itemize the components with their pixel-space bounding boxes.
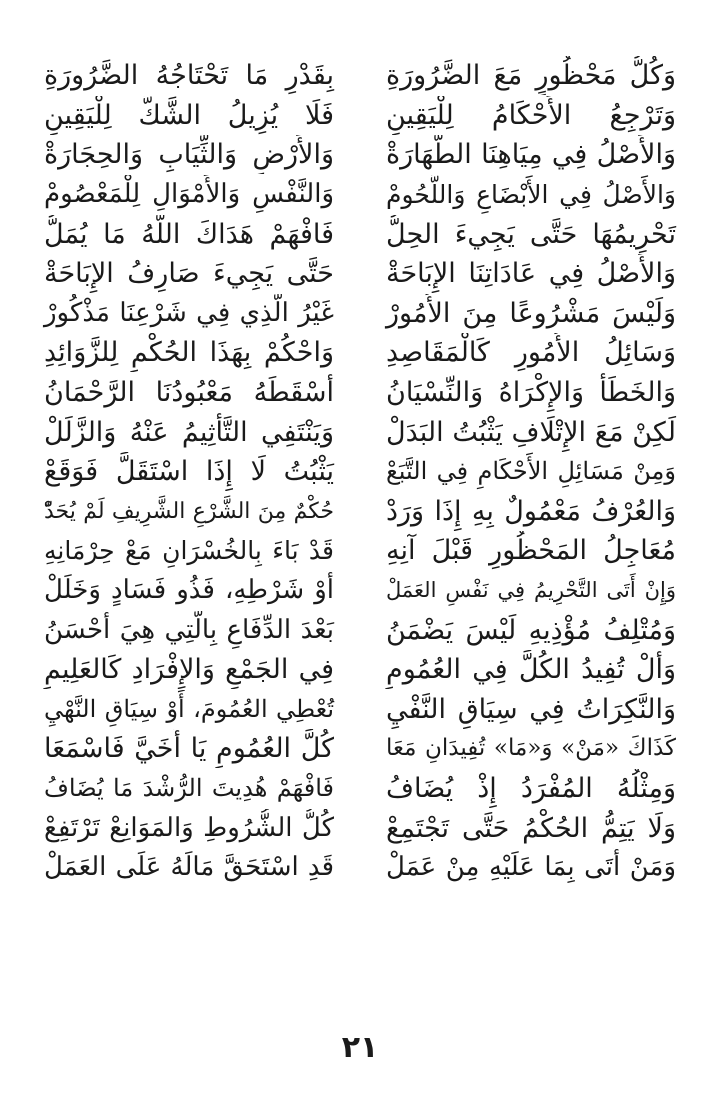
- verse-second-hemistich: قَدْ بَاءَ بِالخُسْرَانِ مَعْ حِرْمَانِهِ: [44, 536, 334, 566]
- verse-first-hemistich: كَذَاكَ «مَنْ» وَ«مَا» تُفِيدَانِ مَعَا: [386, 735, 676, 762]
- verse-line: [40, 294, 680, 334]
- verse-second-hemistich: تُعْطِي العُمُومَ، أَوْ سِيَاقِ النَّهْيِ: [44, 694, 334, 723]
- verse-line: [40, 452, 680, 492]
- verse-second-hemistich: وَيَنْتَفِي التَّأْثِيمُ عَنْهُ وَالزَّلَلْ: [44, 416, 334, 448]
- verse-line: [40, 610, 680, 650]
- verse-first-hemistich: وَالأَصْلُ فِي الأَبْضَاعِ وَاللُّحُومْ: [386, 180, 676, 210]
- verse-first-hemistich: لَكِنْ مَعَ الإِتْلَافِ يَثْبُتُ البَدَلْ: [386, 416, 676, 448]
- verse-first-hemistich: تَحْرِيمُهَا حَتَّى يَجِيءَ الحِلُّ: [386, 218, 676, 250]
- verse-line: [40, 254, 680, 294]
- verse-second-hemistich: فَافْهَمْ هُدِيتَ الرُّشْدَ مَا يُضَافُ: [44, 773, 334, 802]
- verse-first-hemistich: وَالعُرْفُ مَعْمُولٌ بِهِ إِذَا وَرَدْ: [386, 495, 676, 527]
- verse-first-hemistich: وَلَيْسَ مَشْرُوعًا مِنَ الأُمُورْ: [386, 297, 676, 329]
- verse-line: [40, 729, 680, 769]
- verse-first-hemistich: وَلَا يَتِمُّ الحُكْمُ حَتَّى تَجْتَمِعْ: [386, 812, 676, 844]
- verse-second-hemistich: قَدِ اسْتَحَقَّ مَالَهُ عَلَى العَمَلْ: [44, 852, 334, 883]
- verse-line: [40, 571, 680, 611]
- verse-line: [40, 333, 680, 373]
- verse-second-hemistich: كُلَّ العُمُومِ يَا أُخَيَّ فَاسْمَعَا: [44, 733, 334, 765]
- verse-line: [40, 808, 680, 848]
- page-number: ٢١: [341, 1030, 379, 1065]
- verse-second-hemistich: بَعْدَ الدِّفَاعِ بِالَّتِي هِيَ أَحْسَنُ: [44, 614, 334, 645]
- verse-line: [40, 690, 680, 730]
- verse-first-hemistich: وَمِنْ مَسَائِلِ الأَحْكَامِ فِي التَّبَعْ: [386, 457, 676, 486]
- verse-line: [40, 492, 680, 532]
- verse-line: [40, 531, 680, 571]
- verse-second-hemistich: كُلُّ الشُّرُوطِ وَالمَوَانِعْ تَرْتَفِعْ: [44, 812, 334, 843]
- verse-second-hemistich: بِقَدْرِ مَا تَحْتَاجُهُ الضَّرُورَةِ: [44, 60, 334, 92]
- verse-first-hemistich: وَالنَّكِرَاتُ فِي سِيَاقِ النَّفْيِ: [386, 693, 676, 725]
- poem-verses: [40, 56, 680, 887]
- verse-second-hemistich: فَلَا يُزِيلُ الشَّكُّ لِلْيَقِينِ: [44, 99, 334, 131]
- verse-first-hemistich: وَكُلُّ مَحْظُورٍ مَعَ الضَّرُورَةِ: [386, 60, 676, 92]
- verse-line: [40, 175, 680, 215]
- verse-second-hemistich: حُكْمٌ مِنَ الشَّرْعِ الشَّرِيفِ لَمْ يُحَدّْ: [44, 498, 334, 524]
- verse-line: [40, 769, 680, 809]
- verse-first-hemistich: وَالخَطَأُ وَالإِكْرَاهُ وَالنِّسْيَانُ: [386, 377, 676, 409]
- verse-line: [40, 412, 680, 452]
- verse-line: [40, 96, 680, 136]
- verse-second-hemistich: حَتَّى يَجِيءَ صَارِفُ الإِبَاحَةْ: [44, 258, 334, 290]
- verse-second-hemistich: وَالأَرْضِ وَالثِّيَابِ وَالحِجَارَةْ: [44, 139, 334, 171]
- verse-second-hemistich: وَاحْكُمْ بِهَذَا الحُكْمِ لِلزَّوَائِدِ: [44, 337, 334, 369]
- verse-first-hemistich: وَإِنْ أَتَى التَّحْرِيمُ فِي نَفْسِ العَمَلْ: [386, 578, 676, 603]
- verse-second-hemistich: فِي الجَمْعِ وَالإِفْرَادِ كَالعَلِيمِ: [44, 654, 334, 686]
- verse-first-hemistich: وَأَلْ تُفِيدُ الكُلَّ فِي العُمُومِ: [386, 654, 676, 686]
- verse-line: [40, 650, 680, 690]
- verse-line: [40, 135, 680, 175]
- verse-first-hemistich: وَالأَصْلُ فِي عَادَاتِنَا الإِبَاحَةْ: [386, 258, 676, 290]
- verse-first-hemistich: وَمُتْلِفُ مُؤْذِيهِ لَيْسَ يَضْمَنُ: [386, 614, 676, 646]
- verse-line: [40, 56, 680, 96]
- verse-second-hemistich: فَافْهَمْ هَدَاكَ اللَّهُ مَا يُمَلُّ: [44, 218, 334, 250]
- verse-first-hemistich: وَتَرْجِعُ الأَحْكَامُ لِلْيَقِينِ: [386, 99, 676, 131]
- verse-second-hemistich: غَيْرُ الَّذِي فِي شَرْعِنَا مَذْكُورْ: [44, 297, 334, 328]
- verse-first-hemistich: وَالأَصْلُ فِي مِيَاهِنَا الطَّهَارَةْ: [386, 139, 676, 171]
- verse-line: [40, 214, 680, 254]
- verse-second-hemistich: يَثْبُتُ لَا إِذَا اسْتَقَلَّ فَوَقَعْ: [44, 456, 334, 488]
- verse-line: [40, 373, 680, 413]
- verse-first-hemistich: وَسَائِلُ الأُمُورِ كَالْمَقَاصِدِ: [386, 337, 676, 369]
- verse-second-hemistich: وَالنَّفْسِ وَالأَمْوَالِ لِلْمَعْصُومْ: [44, 179, 334, 210]
- verse-first-hemistich: وَمَنْ أَتَى بِمَا عَلَيْهِ مِنْ عَمَلْ: [386, 852, 676, 883]
- verse-second-hemistich: أَسْقَطَهُ مَعْبُودُنَا الرَّحْمَانُ: [44, 377, 334, 409]
- verse-line: [40, 848, 680, 888]
- verse-first-hemistich: وَمِثْلُهُ المُفْرَدُ إِذْ يُضَافُ: [386, 772, 676, 804]
- verse-second-hemistich: أَوْ شَرْطِهِ، فَذُو فَسَادٍ وَخَلَلْ: [44, 575, 334, 606]
- verse-first-hemistich: مُعَاجِلُ المَحْظُورِ قَبْلَ آنِهِ: [386, 535, 676, 567]
